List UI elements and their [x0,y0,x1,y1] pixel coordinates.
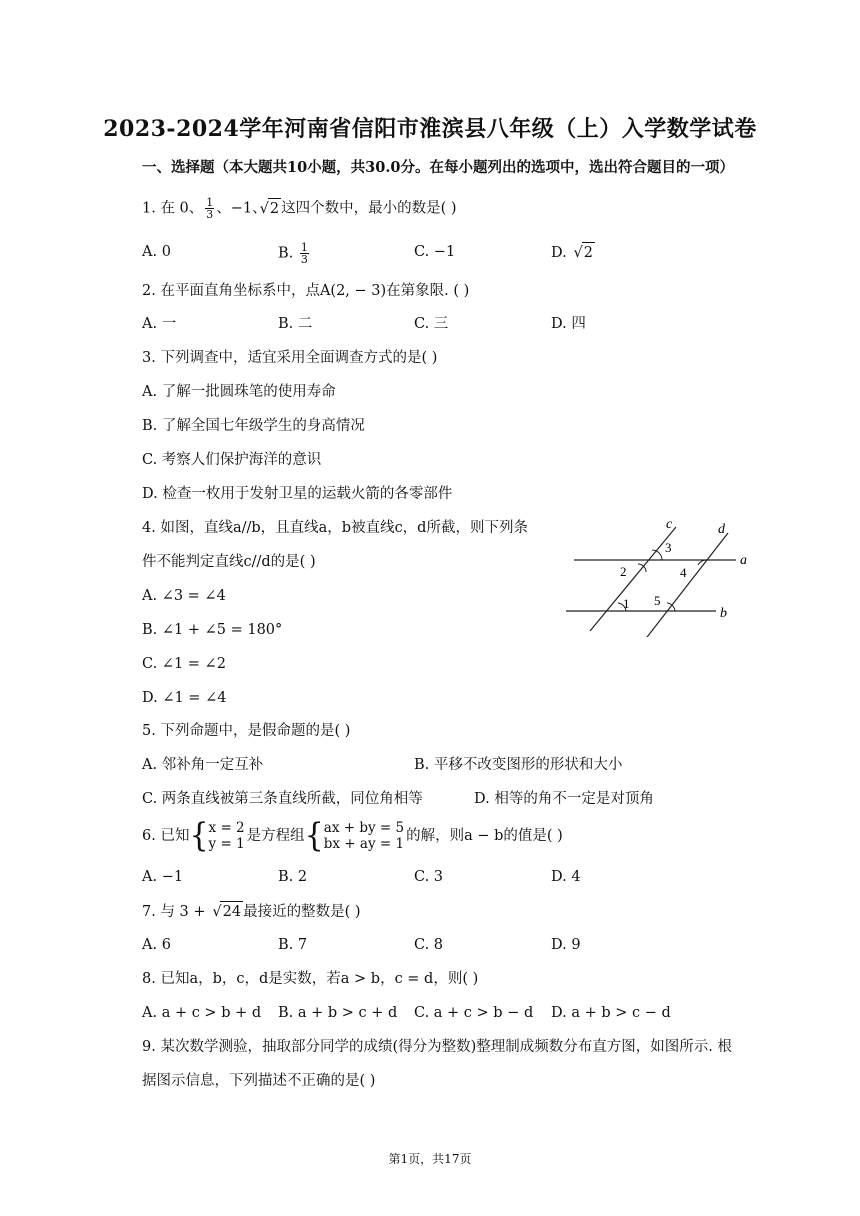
question-3-stem: 3. 下列调查中，适宜采用全面调查方式的是( ) [142,350,438,366]
q5-option-d: D. 相等的角不一定是对顶角 [474,791,654,807]
q1-option-c: C. −1 [414,244,456,260]
text: 、−1、 [216,200,267,217]
q2-option-a: A. 一 [142,316,177,332]
text: 1. 在 0、 [142,200,204,217]
question-5-stem: 5. 下列命题中，是假命题的是( ) [142,723,351,739]
q2-option-b: B. 二 [278,316,313,332]
q4-option-b: B. ∠1 + ∠5 = 180° [142,622,283,638]
system-2 [324,820,404,852]
q2-option-d: D. 四 [551,316,586,332]
angle-label-2: 2 [620,564,627,579]
question-4-stem-line2: 件不能判定直线c//d的是( ) [142,554,316,570]
q3-option-a: A. 了解一批圆珠笔的使用寿命 [142,384,336,400]
left-brace: { [304,816,324,855]
denominator: 3 [300,253,308,266]
q5-option-b: B. 平移不改变图形的形状和大小 [414,757,623,773]
equation: x = 2 [208,820,245,836]
q3-option-c: C. 考察人们保护海洋的意识 [142,452,322,468]
q7-option-c: C. 8 [414,937,444,953]
q3-option-d: D. 检查一枚用于发射卫星的运载火箭的各零部件 [142,486,453,502]
q7-option-a: A. 6 [142,937,171,953]
question-7-stem [142,901,361,922]
q7-option-b: B. 7 [278,937,308,953]
text: 最接近的整数是( ) [243,904,361,920]
q5-option-c: C. 两条直线被第三条直线所截，同位角相等 [142,791,423,807]
text: D. [551,245,572,261]
denominator: 3 [206,208,214,221]
q3-option-b: B. 了解全国七年级学生的身高情况 [142,418,365,434]
q8-option-b: B. a + b > c + d [278,1005,398,1021]
system-1 [209,820,245,852]
q7-option-d: D. 9 [551,937,581,953]
q6-option-b: B. 2 [278,869,308,885]
text: 6. 已知 [142,828,190,844]
q4-option-d: D. ∠1 = ∠4 [142,690,227,706]
q8-option-a: A. a + c > b + d [142,1005,262,1021]
angle-label-3: 3 [665,540,672,555]
text: B. [278,245,298,262]
line-d [644,533,728,637]
sqrt-value: √ 24 [220,901,243,922]
question-9-stem-line1: 9. 某次数学测验，抽取部分同学的成绩(得分为整数)整理制成频数分布直方图，如图所示. 根 [142,1039,732,1055]
sqrt-value: √ 2 [582,242,595,263]
q2-option-c: C. 三 [414,316,449,332]
q6-option-d: D. 4 [551,869,581,885]
text: 这四个数中，最小的数是( ) [281,200,457,217]
label-b: b [720,606,727,621]
label-d: d [718,522,725,537]
text: 的解，则a − b的值是( ) [406,828,563,844]
q4-option-c: C. ∠1 = ∠2 [142,656,226,672]
page-title: 2023-2024学年河南省信阳市淮滨县八年级（上）入学数学试卷 [103,116,757,142]
q8-option-c: C. a + c > b − d [414,1005,534,1021]
angle-label-4: 4 [680,565,687,580]
question-6-stem [142,818,563,854]
sqrt-value: √ 2 [268,198,281,219]
left-brace: { [189,816,209,855]
text: 7. 与 3 + [142,904,211,920]
q1-option-a: A. 0 [142,244,171,260]
page-footer: 第1页，共17页 [388,1152,472,1166]
line-c [590,527,676,631]
numerator: 1 [300,241,308,254]
q6-option-c: C. 3 [414,869,444,885]
text: 是方程组 [246,828,305,844]
question-2-stem: 2. 在平面直角坐标系中，点A(2, − 3)在第象限. ( ) [142,283,470,299]
angle-label-5: 5 [654,593,661,608]
section-heading: 一、选择题（本大题共10小题，共30.0分。在每小题列出的选项中，选出符合题目的一项） [142,159,734,176]
question-9-stem-line2: 据图示信息，下列描述不正确的是( ) [142,1073,376,1089]
equation: ax + by = 5 [323,820,405,836]
numerator: 1 [206,196,214,209]
equation: y = 1 [208,836,245,852]
fraction [205,197,214,220]
q1-option-d [551,242,595,263]
parallel-lines-figure [566,517,766,637]
label-c: c [666,517,673,532]
q5-option-a: A. 邻补角一定互补 [142,757,264,773]
q1-option-b [278,242,311,265]
equation: bx + ay = 1 [323,836,405,852]
q8-option-d: D. a + b > c − d [551,1005,671,1021]
q4-option-a: A. ∠3 = ∠4 [142,588,226,604]
angle-label-1: 1 [623,596,630,611]
question-4-stem-line1: 4. 如图，直线a//b，且直线a，b被直线c，d所截，则下列条 [142,520,528,536]
question-1-stem [142,197,457,220]
q6-option-a: A. −1 [142,869,184,885]
question-8-stem: 8. 已知a，b，c，d是实数，若a > b，c = d，则( ) [142,971,479,987]
label-a: a [740,553,747,568]
fraction [300,242,309,265]
